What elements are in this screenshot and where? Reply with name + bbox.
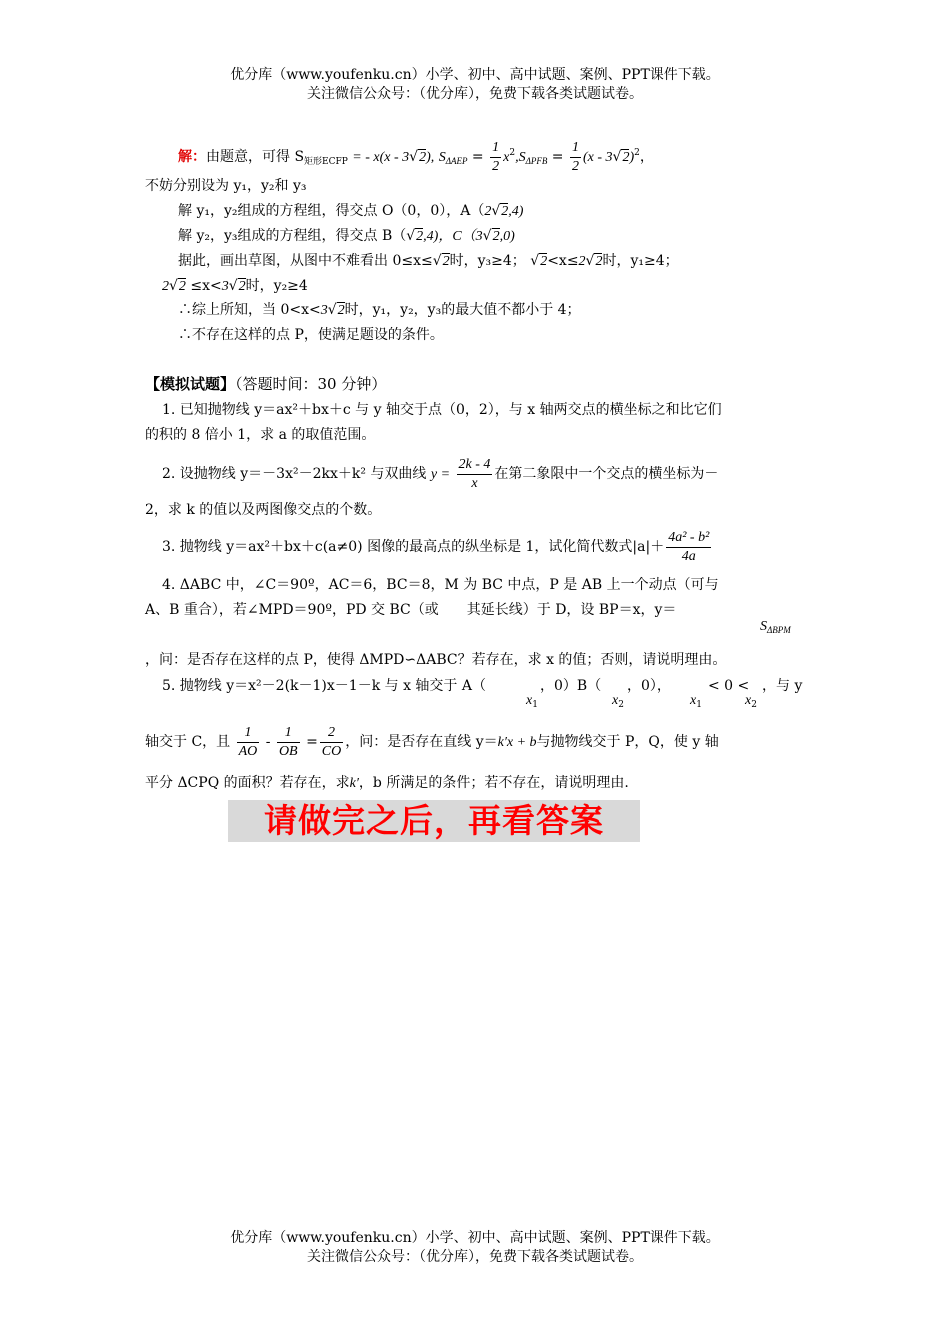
solution-line-6: 2√2 ≤x<3√2时，y₂≥4 bbox=[162, 278, 308, 294]
problem-5-c-text: ，0）， bbox=[627, 678, 671, 694]
fraction-half-2: $\frac{1}{2}$ bbox=[571, 139, 579, 174]
solution-line-3: 解 y₁，y₂组成的方程组，得交点 O（0，0），A（2√2,4) bbox=[178, 203, 524, 219]
page-footer bbox=[0, 1229, 950, 1267]
problem-5-line-1: 5. 抛物线 y＝x²－2(k－1)x－1－k 与 x 轴交于 A（ bbox=[162, 678, 486, 694]
header-line-2: 关注微信公众号：（优分库），免费下载各类试题试卷。 bbox=[307, 86, 643, 102]
problem-1-line-1: 1. 已知抛物线 y＝ax²＋bx＋c 与 y 轴交于点（0，2），与 x 轴两交点的横坐标之和比它们 bbox=[162, 402, 722, 418]
solution-line-5: 据此，画出草图，从图中不难看出 0≤x≤√2时，y₃≥4； √2<x≤2√2时，y₁≥4； bbox=[178, 253, 679, 269]
problem-5-line-2: 轴交于 C，且 $\frac{1}{AO}$ - $\frac{1}{OB}$ = $\frac{2}{CO}$ ，问：是否存在直线 y＝k′x + b与抛物线交于 P，Q，使 y 轴 bbox=[145, 724, 719, 759]
problem-5-ineq: < 0 < bbox=[708, 678, 750, 694]
solution-line-1: 解：由题意，可得 $S_{矩形ECFP}$ = - x(x - 3√2), $S_{\Delta AEP}$ = $\frac{1}{2}$ $x^2,S_{\Delta PFB}$ = $\frac{1}{2}$ (x - 3√2)$^2$， bbox=[178, 139, 654, 174]
problem-2-line-2: 2，求 k 的值以及两图像交点的个数。 bbox=[145, 502, 382, 518]
problem-5-line-3: 平分 ΔCPQ 的面积？若存在，求k′，b 所满足的条件；若不存在，请说明理由. bbox=[145, 775, 629, 791]
footer-line-2: 关注微信公众号：（优分库），免费下载各类试题试卷。 bbox=[307, 1249, 643, 1265]
problem-5-x2b: $x_2$ bbox=[745, 693, 757, 710]
problem-5-x2: $x_2$ bbox=[612, 693, 624, 710]
problem-2-line-1: 2. 设抛物线 y＝－3x²－2kx＋k² 与双曲线 y = $\frac{2k - 4}{x}$ 在第二象限中一个交点的横坐标为－ bbox=[162, 456, 719, 491]
solution-line-8: ∴不存在这样的点 P，使满足题设的条件。 bbox=[178, 327, 444, 343]
footer-line-1: 优分库（www.youfenku.cn）小学、初中、高中试题、案例、PPT课件下载。 bbox=[230, 1230, 720, 1246]
problem-3-line: 3. 抛物线 y＝ax²＋bx＋c(a≠0) 图像的最高点的纵坐标是 1，试化简代数式|a|＋ $\frac{\text{4a² - b²}}{4a}$ bbox=[162, 529, 710, 564]
section-time: （答题时间：30 分钟） bbox=[235, 375, 387, 393]
solution-line-4: 解 y₂，y₃组成的方程组，得交点 B（√2,4)，C（3√2,0) bbox=[178, 228, 515, 244]
solution-label: 解： bbox=[178, 149, 206, 165]
solution-line-7: ∴综上所知，当 0<x<3√2时，y₁，y₂，y₃的最大值不都小于 4； bbox=[178, 302, 581, 318]
problem-1-line-2: 的积的 8 倍小 1，求 a 的取值范围。 bbox=[145, 427, 376, 443]
fraction-4a2-b2-over-4a: $\frac{\text{4a² - b²}}{4a}$ bbox=[668, 529, 710, 564]
fraction-half: $\frac{1}{2}$ bbox=[492, 139, 500, 174]
fraction-2k-4-over-x: $\frac{2k - 4}{x}$ bbox=[458, 456, 491, 491]
answer-banner: 请做完之后，再看答案 bbox=[228, 800, 640, 842]
problem-5-y-text: ，与 y bbox=[762, 678, 803, 694]
page-header bbox=[0, 66, 950, 104]
problem-4-line-3: ，问：是否存在这样的点 P，使得 ΔMPD∽ΔABC？若存在，求 x 的值；否则，请说明理由。 bbox=[145, 652, 727, 668]
section-title: 【模拟试题】 bbox=[145, 375, 236, 393]
section-heading bbox=[145, 374, 386, 394]
problem-4-line-2: A、B 重合），若∠MPD＝90º，PD 交 BC（或 其延长线）于 D，设 BP＝x，y＝ bbox=[145, 602, 677, 618]
solution-line-2: 不妨分别设为 y₁，y₂和 y₃ bbox=[145, 178, 307, 194]
problem-4-area-symbol: $S_{\Delta BPM}$ bbox=[760, 619, 791, 635]
problem-5-x1: $x_1$ bbox=[526, 693, 538, 710]
problem-5-x1b: $x_1$ bbox=[690, 693, 702, 710]
problem-4-line-1: 4. ΔABC 中，∠C＝90º，AC＝6，BC＝8，M 为 BC 中点，P 是 AB 上一个动点（可与 bbox=[162, 577, 719, 593]
problem-5-b-point: ，0）B（ bbox=[540, 678, 602, 694]
header-line-1: 优分库（www.youfenku.cn）小学、初中、高中试题、案例、PPT课件下载。 bbox=[230, 67, 720, 83]
